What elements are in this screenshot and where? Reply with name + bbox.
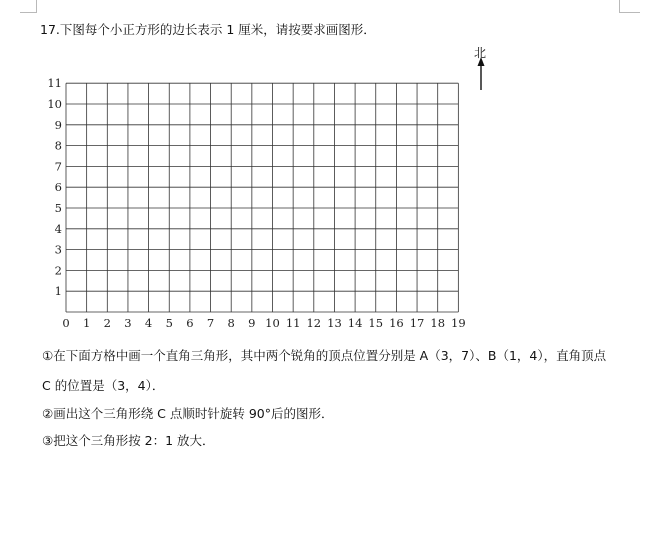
x-tick-label: 6 — [186, 316, 194, 330]
north-label: 北 — [474, 46, 487, 60]
x-tick-label: 13 — [327, 316, 342, 330]
x-tick-label: 8 — [227, 316, 235, 330]
y-tick-label: 1 — [54, 284, 62, 299]
north-indicator — [472, 44, 492, 94]
y-tick-label: 4 — [54, 221, 62, 236]
y-tick-label: 10 — [47, 97, 62, 111]
instruction-3: ③把这个三角形按 2：1 放大． — [42, 433, 215, 448]
x-tick-label: 0 — [62, 316, 70, 330]
x-tick-label: 15 — [368, 316, 384, 330]
x-tick-label: 10 — [265, 316, 280, 330]
x-tick-label: 3 — [124, 316, 132, 330]
y-tick-label: 8 — [54, 138, 62, 153]
instruction-1: ①在下面方格中画一个直角三角形，其中两个锐角的顶点位置分别是 A（3，7）、B（1，4），直角顶点 — [42, 348, 607, 363]
x-tick-label: 9 — [248, 316, 256, 330]
x-tick-label: 12 — [306, 316, 322, 330]
y-tick-label: 11 — [47, 76, 62, 91]
instruction-1-continued: C 的位置是（3，4）． — [42, 378, 165, 393]
x-tick-label: 18 — [430, 316, 446, 330]
y-tick-label: 3 — [54, 242, 62, 257]
x-tick-label: 5 — [165, 316, 173, 330]
x-tick-label: 1 — [82, 316, 91, 330]
x-tick-label: 14 — [347, 316, 363, 330]
instruction-2: ②画出这个三角形绕 C 点顺时针旋转 90°后的图形． — [42, 406, 334, 421]
y-tick-label: 7 — [54, 159, 62, 174]
y-tick-label: 6 — [54, 180, 62, 195]
x-tick-label: 11 — [285, 316, 301, 330]
x-tick-label: 19 — [451, 316, 466, 330]
x-tick-label: 7 — [206, 316, 215, 330]
x-tick-label: 17 — [409, 316, 425, 330]
x-tick-label: 16 — [389, 316, 404, 330]
x-tick-label: 4 — [144, 316, 153, 330]
question-title: 17.下图每个小正方形的边长表示 1 厘米，请按要求画图形． — [40, 22, 376, 37]
page-corner-mark-left — [20, 0, 37, 13]
y-tick-label: 5 — [54, 201, 62, 215]
y-tick-label: 9 — [54, 117, 62, 132]
y-tick-label: 2 — [54, 263, 62, 278]
x-tick-label: 2 — [103, 316, 111, 330]
page-corner-mark-right — [619, 0, 640, 13]
